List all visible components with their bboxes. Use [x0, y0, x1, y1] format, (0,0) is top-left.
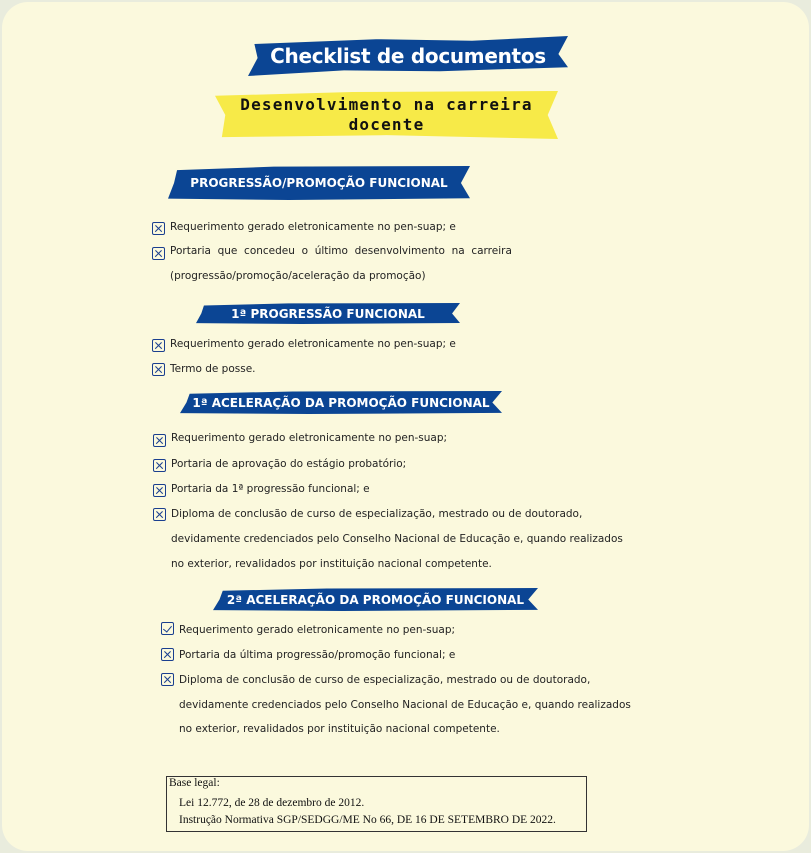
checklist-item: Portaria da 1ª progressão funcional; e [171, 483, 370, 495]
checklist-item: Termo de posse. [170, 363, 256, 375]
page-subtitle [215, 93, 558, 137]
checklist-item: Portaria que concedeu o último desenvolvimento na carreira [170, 245, 512, 257]
checklist-item: Requerimento gerado eletronicamente no pen-suap; [179, 624, 456, 636]
checkbox-icon [153, 434, 166, 447]
checkbox-icon [153, 484, 166, 497]
legal-reference: Lei 12.772, de 28 de dezembro de 2012. [179, 797, 365, 809]
checkbox-icon [152, 339, 165, 352]
checkbox-icon [152, 363, 165, 376]
checkbox-icon [153, 508, 166, 521]
checklist-item: Portaria da última progressão/promoção funcional; e [179, 649, 456, 661]
section-title-progressao: PROGRESSÃO/PROMOÇÃO FUNCIONAL [190, 176, 448, 190]
checklist-item: Requerimento gerado eletronicamente no pen-suap; e [170, 221, 456, 233]
subtitle-line-2: docente [348, 115, 425, 134]
checklist-item: Diploma de conclusão de curso de especialização, mestrado ou de doutorado, [171, 508, 583, 520]
checklist-item: Requerimento gerado eletronicamente no pen-suap; [171, 432, 448, 444]
checkbox-icon [153, 459, 166, 472]
checklist-item-continuation: devidamente credenciados pelo Conselho Nacional de Educação e, quando realizados [179, 699, 631, 711]
legal-label: Base legal: [169, 777, 220, 789]
checklist-item-continuation: (progressão/promoção/aceleração da promoção) [170, 270, 426, 282]
legal-basis-box [166, 776, 587, 832]
checklist-item: Requerimento gerado eletronicamente no pen-suap; e [170, 338, 456, 350]
section-title-1a-aceleracao: 1ª ACELERAÇÃO DA PROMOÇÃO FUNCIONAL [192, 395, 490, 410]
checkbox-icon [152, 247, 165, 260]
section-title-2a-aceleracao: 2ª ACELERAÇÃO DA PROMOÇÃO FUNCIONAL [226, 592, 525, 607]
checklist-item-continuation: devidamente credenciados pelo Conselho Nacional de Educação e, quando realizados [171, 533, 623, 545]
checklist-item: Portaria de aprovação do estágio probatório; [171, 458, 407, 470]
checklist-item: Diploma de conclusão de curso de especialização, mestrado ou de doutorado, [179, 674, 591, 686]
checklist-item-continuation: no exterior, revalidados por instituição nacional competente. [179, 723, 500, 735]
page-title: Checklist de documentos [270, 44, 546, 68]
checkbox-checked-icon [161, 622, 174, 635]
checkbox-icon [161, 648, 174, 661]
subtitle-line-1: Desenvolvimento na carreira [240, 95, 533, 114]
section-title-1a-progressao: 1ª PROGRESSÃO FUNCIONAL [231, 306, 425, 321]
checkbox-icon [152, 222, 165, 235]
checklist-item-continuation: no exterior, revalidados por instituição nacional competente. [171, 558, 492, 570]
checkbox-icon [161, 673, 174, 686]
legal-reference: Instrução Normativa SGP/SEDGG/ME No 66, DE 16 DE SETEMBRO DE 2022. [179, 814, 556, 826]
